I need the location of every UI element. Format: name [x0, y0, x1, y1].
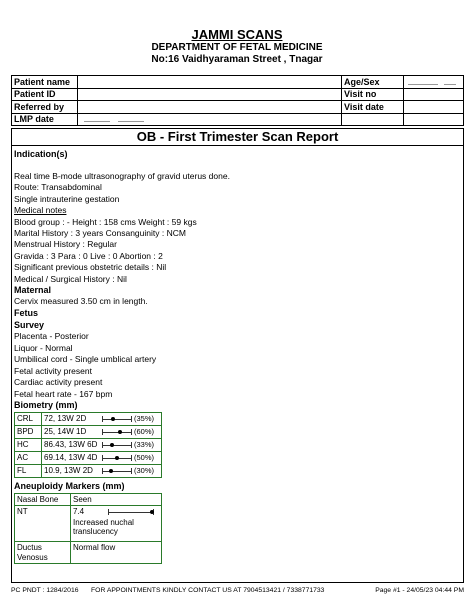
redaction-mark [408, 80, 438, 85]
page-timestamp: Page #1 - 24/05/23 04:44 PM [375, 587, 464, 594]
survey-line: Liquor - Normal [14, 342, 73, 353]
maternal-heading: Maternal [14, 285, 52, 296]
biometry-value: 86.43, 13W 6D [44, 440, 98, 450]
gauge-part [131, 429, 132, 435]
survey-line: Fetal activity present [14, 365, 92, 376]
gauge-part [102, 432, 132, 433]
percentile-gauge [102, 454, 132, 462]
biometry-param: CRL [15, 412, 42, 425]
biometry-param: FL [15, 464, 42, 477]
percentile-label: (30%) [134, 466, 155, 476]
survey-line: Placenta - Posterior [14, 331, 89, 342]
biometry-measurement [42, 451, 162, 464]
patient-id-label: Patient ID [12, 88, 78, 101]
report-title: OB - First Trimester Scan Report [12, 129, 463, 146]
lmp-date-value [78, 113, 342, 126]
percentile-marker [109, 469, 113, 473]
referred-by-label: Referred by [12, 101, 78, 114]
visit-no-label: Visit no [342, 88, 404, 101]
note-line: Marital History : 3 years Consanguinity : NCM [14, 228, 186, 239]
percentile-label: (60%) [134, 427, 155, 437]
gauge-part [102, 468, 103, 474]
gauge-bar [108, 512, 154, 513]
gauge-part [102, 429, 103, 435]
nt-gauge [108, 508, 154, 516]
patient-name-label: Patient name [12, 76, 78, 89]
report-line: Real time B-mode ultrasonography of gravid uterus done. [14, 171, 230, 181]
note-line: Gravida : 3 Para : 0 Live : 0 Abortion : 2 [14, 250, 163, 261]
redaction-mark [118, 117, 144, 122]
biometry-value: 72, 13W 2D [44, 414, 87, 424]
biometry-row [15, 412, 162, 425]
biometry-row [15, 425, 162, 438]
report-header [0, 0, 474, 66]
note-line: Menstrual History : Regular [14, 239, 117, 250]
percentile-gauge [102, 441, 132, 449]
scan-report-box [11, 128, 464, 583]
ductus-venosus-value: Normal flow [71, 542, 162, 564]
aneuploidy-table [14, 493, 162, 565]
note-line: Medical / Surgical History : Nil [14, 273, 127, 284]
appointment-contact: FOR APPOINTMENTS KINDLY CONTACT US AT 7904513421 / 7338771733 [91, 587, 325, 594]
biometry-value: 25, 14W 1D [44, 427, 87, 437]
clinic-name: JAMMI SCANS [191, 27, 283, 42]
gauge-part [131, 442, 132, 448]
biometry-param: AC [15, 451, 42, 464]
visit-date-label: Visit date [342, 101, 404, 114]
nt-cell [71, 506, 162, 542]
department-name: DEPARTMENT OF FETAL MEDICINE [151, 42, 323, 53]
gauge-part [131, 416, 132, 422]
gauge-part [102, 445, 132, 446]
patient-info-table [11, 75, 464, 126]
gauge-part [102, 419, 132, 420]
survey-line: Cardiac activity present [14, 377, 103, 388]
biometry-measurement [42, 438, 162, 451]
fetal-heart-rate: Fetal heart rate - 167 bpm [14, 388, 113, 399]
clinic-address: No:16 Vaidhyaraman Street , Tnagar [151, 54, 323, 65]
gauge-tick-left [108, 509, 109, 515]
report-line: Single intrauterine gestation [14, 193, 120, 204]
redaction-mark [444, 80, 456, 85]
aneuploidy-heading: Aneuploidy Markers (mm) [14, 480, 125, 491]
fetus-heading: Fetus [14, 308, 39, 319]
percentile-gauge [102, 428, 132, 436]
nt-note: Increased nuchal translucency [73, 517, 134, 537]
biometry-param: HC [15, 438, 42, 451]
biometry-row [15, 451, 162, 464]
gauge-part [102, 471, 132, 472]
empty-cell [342, 113, 404, 126]
biometry-value: 69.14, 13W 4D [44, 453, 98, 463]
nasal-bone-value: Seen [71, 493, 162, 506]
empty-cell [404, 113, 464, 126]
survey-heading: Survey [14, 320, 45, 331]
gauge-part [131, 468, 132, 474]
gauge-part [131, 455, 132, 461]
biometry-row [15, 438, 162, 451]
survey-line: Umbilical cord - Single umblical artery [14, 354, 157, 365]
percentile-marker [115, 456, 119, 460]
biometry-param: BPD [15, 425, 42, 438]
patient-name-value [78, 76, 342, 89]
report-content [14, 147, 462, 564]
percentile-marker [111, 417, 115, 421]
biometry-row [15, 464, 162, 477]
percentile-label: (35%) [134, 414, 155, 424]
lmp-date-label: LMP date [12, 113, 78, 126]
age-sex-label: Age/Sex [342, 76, 404, 89]
gauge-part [102, 455, 103, 461]
biometry-value: 10.9, 13W 2D [44, 466, 93, 476]
visit-date-value [404, 101, 464, 114]
referred-by-value [78, 101, 342, 114]
ductus-venosus-label: Ductus Venosus [15, 542, 71, 564]
biometry-measurement [42, 412, 162, 425]
biometry-measurement [42, 425, 162, 438]
pcpndt-number: PC PNDT : 1284/2016 [11, 587, 79, 594]
biometry-table [14, 412, 162, 478]
gauge-part [102, 442, 103, 448]
percentile-label: (50%) [134, 453, 155, 463]
gauge-part [102, 416, 103, 422]
nt-label: NT [15, 506, 71, 542]
percentile-label: (33%) [134, 440, 155, 450]
note-line: Blood group : - Height : 158 cms Weight : 59 kgs [14, 216, 197, 227]
note-line: Significant previous obstetric details : Nil [14, 262, 167, 273]
biometry-measurement [42, 464, 162, 477]
medical-notes-heading: Medical notes [14, 205, 67, 216]
cervix-line: Cervix measured 3.50 cm in length. [14, 296, 148, 307]
redaction-mark [84, 117, 110, 122]
percentile-gauge [102, 467, 132, 475]
visit-no-value [404, 88, 464, 101]
spacer [14, 160, 462, 171]
report-line: Route: Transabdominal [14, 182, 102, 193]
percentile-marker [110, 443, 114, 447]
nasal-bone-label: Nasal Bone [15, 493, 71, 506]
percentile-gauge [102, 415, 132, 423]
nt-value-row [73, 507, 159, 517]
nt-value: 7.4 [73, 507, 85, 517]
biometry-heading: Biometry (mm) [14, 399, 78, 410]
patient-id-value [78, 88, 342, 101]
age-sex-value [404, 76, 464, 89]
percentile-marker [118, 430, 122, 434]
indications-heading: Indication(s) [14, 149, 68, 159]
